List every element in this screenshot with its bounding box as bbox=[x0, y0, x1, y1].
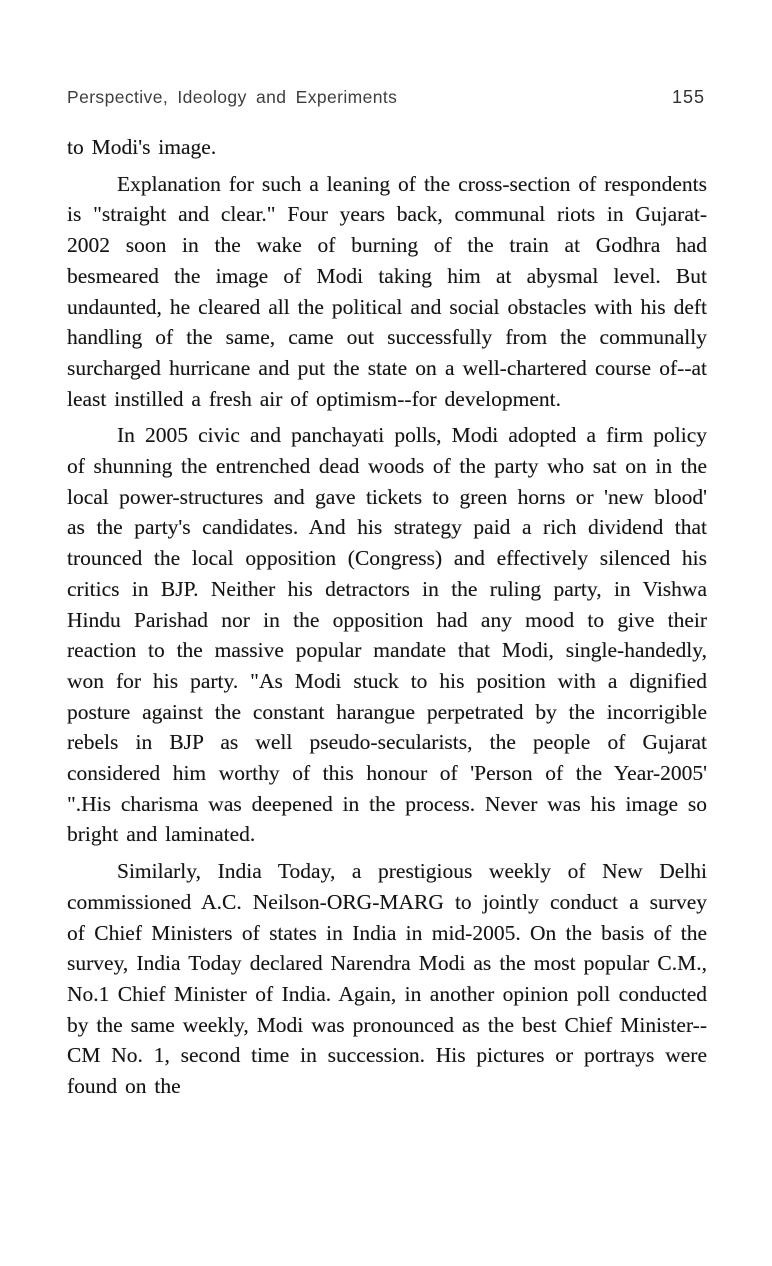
paragraph-india-today: Similarly, India Today, a prestigious weekly of New Delhi commissioned A.C. Neilson-ORG-MARG to jointly conduct a survey of Chief Ministers of states in India in mid-2005. On the basis of the survey, India Today declared Narendra Modi as the most popular C.M., No.1 Chief Minister of India. Again, in another opinion poll conducted by the same weekly, Modi was pronounced as the best Chief Minister--CM No. 1, second time in succession. His pictures or portrays were found on the bbox=[67, 859, 707, 1099]
page-number: 155 bbox=[671, 87, 705, 107]
page-body bbox=[67, 132, 707, 1108]
paragraph-continuation: to Modi's image. bbox=[67, 135, 217, 159]
page-header bbox=[67, 87, 705, 108]
paragraph-explanation: Explanation for such a leaning of the cross-section of respondents is "straight and clear." Four years back, communal riots in Gujarat-2002 soon in the wake of burning of the train at Godhra had besmeared the image of Modi taking him at abysmal level. But undaunted, he cleared all the political and social obstacles with his deft handling of the same, came out successfully from the communally surcharged hurricane and put the state on a well-chartered course of--at least instilled a fresh air of optimism--for development. bbox=[67, 171, 707, 411]
paragraph-2005-polls: In 2005 civic and panchayati polls, Modi adopted a firm policy of shunning the entrenched dead woods of the party who sat on in the local power-structures and gave tickets to green horns or 'new blood' as the party's candidates. And his strategy paid a rich dividend that trounced the local opposition (Congress) and effectively silenced his critics in BJP. Neither his detractors in the ruling party, in Vishwa Hindu Parishad nor in the opposition had any mood to give their reaction to the massive popular mandate that Modi, single-handedly, won for his party. "As Modi stuck to his position with a dignified posture against the constant harangue perpetrated by the incorrigible rebels in BJP as well pseudo-secularists, the people of Gujarat considered him worthy of this honour of 'Person of the Year-2005' ".His charisma was deepened in the process. Never was his image so bright and laminated. bbox=[67, 423, 707, 847]
running-title: Perspective, Ideology and Experiments bbox=[67, 87, 398, 107]
